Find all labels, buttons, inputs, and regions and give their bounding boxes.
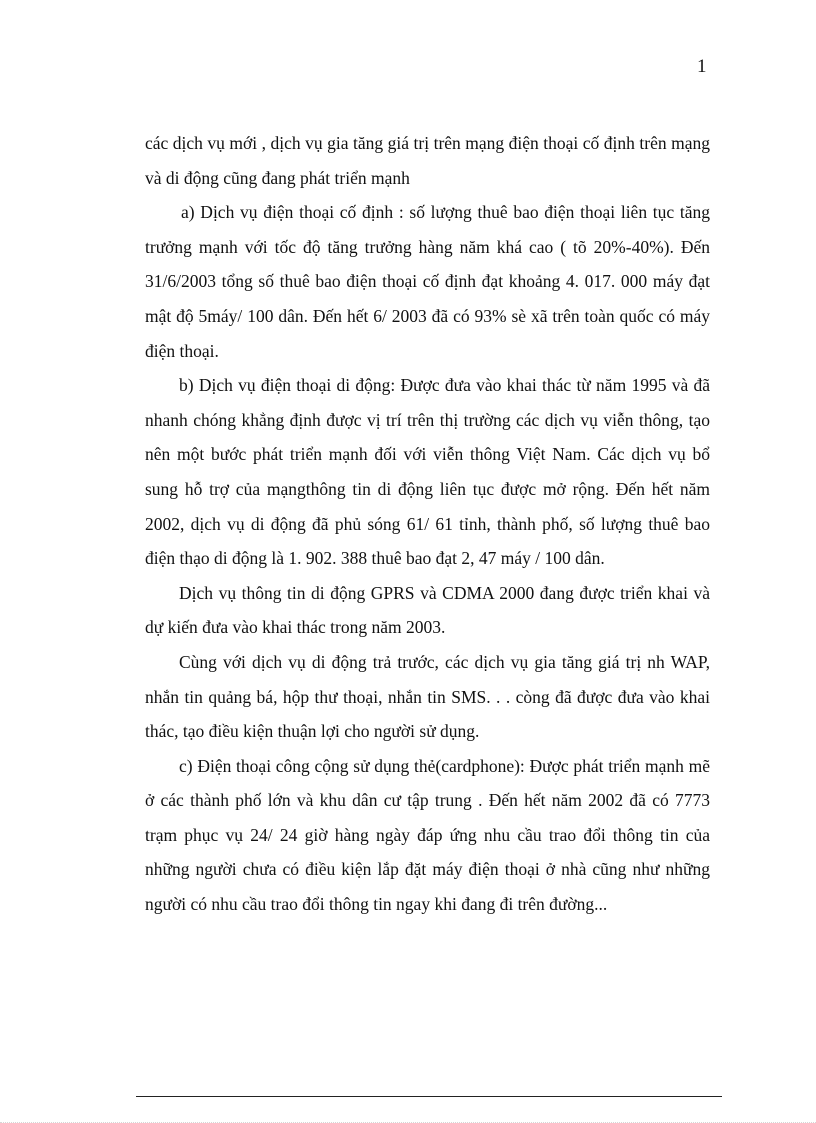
paragraph-mobile-service: b) Dịch vụ điện thoại di động: Được đưa vào khai thác từ năm 1995 và đã nhanh chóng khẳng định được vị trí trên thị trường các dịch vụ viễn thông, tạo nên một bước phát triển mạnh đối với viễn thông Việt Nam. Các dịch vụ bổ sung hỗ trợ của mạngthông tin di động liên tục được mở rộng. Đến hết năm 2002, dịch vụ di động đã phủ sóng 61/ 61 tỉnh, thành phố, số lượng thuê bao điện thạo di động là 1. 902. 388 thuê bao đạt 2, 47 máy / 100 dân.	[145, 375, 710, 569]
paragraph-cardphone-service: c) Điện thoại công cộng sử dụng thẻ(cardphone): Được phát triển mạnh mẽ ở các thành phố lớn và khu dân cư tập trung . Đến hết năm 2002 đã có 7773 trạm phục vụ 24/ 24 giờ hàng ngày đáp ứng nhu cầu trao đổi thông tin của những người chưa có điều kiện lắp đặt máy điện thoại ở nhà cũng như những người có nhu cầu trao đổi thông tin ngay khi đang đi trên đường...	[145, 755, 710, 915]
paragraph-intro-continuation: các dịch vụ mới , dịch vụ gia tăng giá trị trên mạng điện thoại cố định trên mạng và di động cũng đang phát triển mạnh	[145, 133, 710, 188]
footer-rule	[136, 1096, 722, 1097]
document-body	[145, 126, 710, 922]
page-number: 1	[697, 56, 707, 77]
paragraph-fixed-phone-service: a) Dịch vụ điện thoại cố định : số lượng thuê bao điện thoại liên tục tăng trưởng mạnh với tốc độ tăng trưởng hàng năm khá cao ( tõ 20%-40%). Đến 31/6/2003 tổng số thuê bao điện thoại cố định đạt khoảng 4. 017. 000 máy đạt mật độ 5máy/ 100 dân. Đến hết 6/ 2003 đã có 93% sè xã trên toàn quốc có máy điện thoại.	[145, 202, 710, 361]
paragraph-value-added-services: Cùng với dịch vụ di động trả trước, các dịch vụ gia tăng giá trị nh WAP, nhắn tin quảng bá, hộp thư thoại, nhắn tin SMS. . . còng đã được đưa vào khai thác, tạo điều kiện thuận lợi cho người sử dụng.	[145, 651, 710, 742]
paragraph-gprs-cdma: Dịch vụ thông tin di động GPRS và CDMA 2000 đang được triển khai và dự kiến đưa vào khai thác trong năm 2003.	[145, 582, 710, 638]
